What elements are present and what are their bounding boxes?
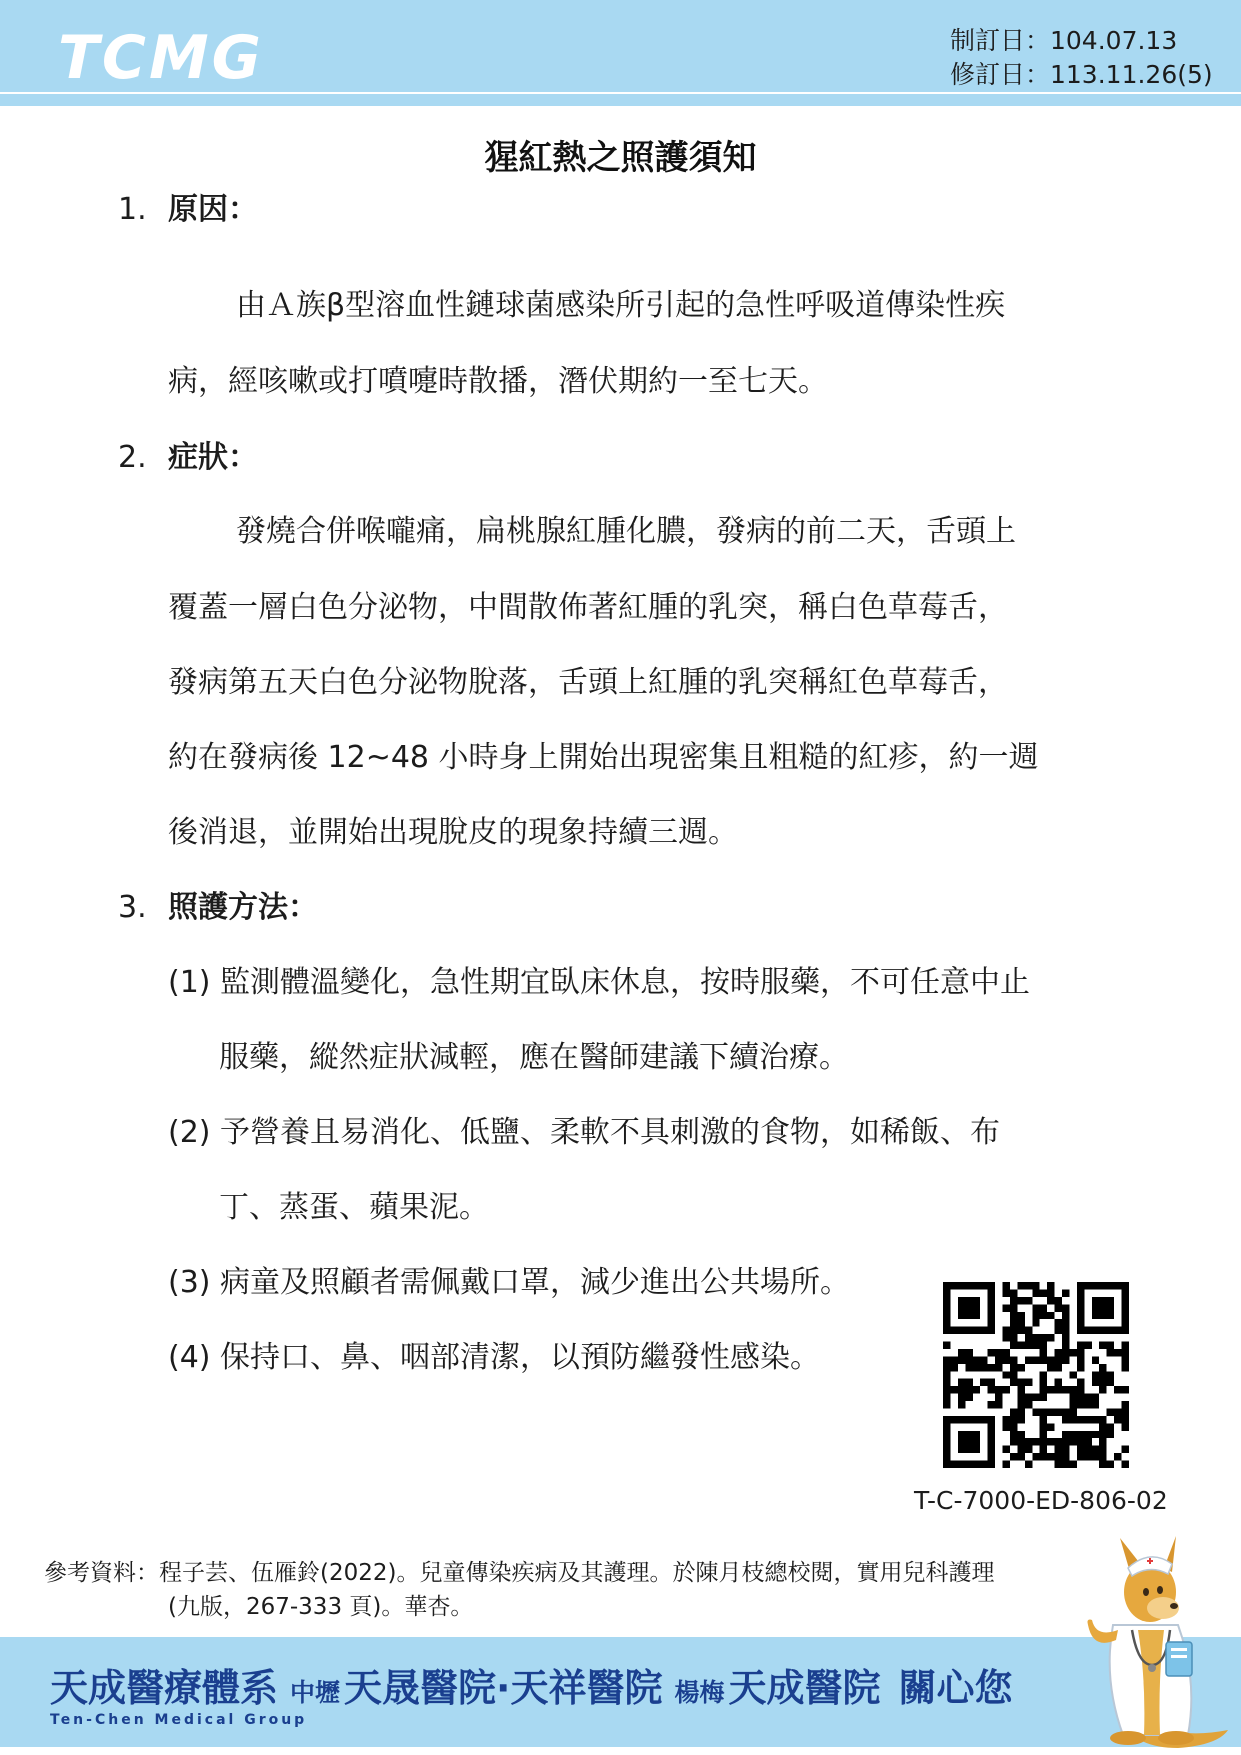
care-item-1-cont: 服藥，縱然症狀減輕，應在醫師建議下續治療。 xyxy=(219,1040,849,1075)
header-divider xyxy=(0,94,1241,106)
location-zhongli: 中壢 xyxy=(290,1678,341,1707)
section-number: 1. xyxy=(118,192,147,227)
section-title: 照護方法： xyxy=(168,890,318,925)
symptoms-line-3: 發病第五天白色分泌物脫落，舌頭上紅腫的乳突稱紅色草莓舌， xyxy=(168,665,1008,700)
reference-line-1: 參考資料：程子芸、伍雁鈴(2022)。兒童傳染疾病及其護理。於陳月枝總校閱，實用兒科護理 xyxy=(44,1560,995,1586)
care-item-text: 保持口、鼻、咽部清潔，以預防繼發性感染。 xyxy=(220,1340,821,1375)
reference-line-2: (九版，267-333 頁)。華杏。 xyxy=(168,1594,474,1620)
section-care-heading xyxy=(118,888,318,928)
care-item-text: 予營養且易消化、低鹽、柔軟不具刺激的食物，如稀飯、布 xyxy=(220,1115,1001,1150)
care-item-3 xyxy=(168,1263,850,1303)
document-dates xyxy=(950,24,1213,92)
footer-hospitals xyxy=(50,1666,1013,1710)
care-item-1 xyxy=(168,963,1030,1003)
revised-date: 修訂日：113.11.26(5) xyxy=(950,60,1213,89)
kangaroo-doctor-mascot-icon xyxy=(1068,1530,1238,1755)
section-symptoms-heading xyxy=(118,438,258,478)
symptoms-line-2: 覆蓋一層白色分泌物，中間散佈著紅腫的乳突，稱白色草莓舌， xyxy=(168,590,1008,625)
care-item-number: (3) xyxy=(168,1265,211,1300)
group-name: 天成醫療體系 xyxy=(50,1666,279,1710)
care-item-text: 病童及照顧者需佩戴口罩，減少進出公共場所。 xyxy=(220,1265,851,1300)
page-title: 猩紅熱之照護須知 xyxy=(484,138,757,178)
care-item-2 xyxy=(168,1113,1000,1153)
qr-code[interactable] xyxy=(943,1280,1129,1470)
section-title: 原因： xyxy=(168,192,258,227)
established-date: 制訂日：104.07.13 xyxy=(950,26,1178,55)
care-item-number: (4) xyxy=(168,1340,211,1375)
care-item-2-cont: 丁、蒸蛋、蘋果泥。 xyxy=(219,1190,489,1225)
section-title: 症狀： xyxy=(168,440,258,475)
cause-line-2: 病，經咳嗽或打噴嚏時散播，潛伏期約一至七天。 xyxy=(168,364,828,399)
slogan: 關心您 xyxy=(898,1666,1013,1710)
care-item-number: (2) xyxy=(168,1115,211,1150)
symptoms-line-5: 後消退，並開始出現脫皮的現象持續三週。 xyxy=(168,815,738,850)
cause-line-1: 由Ａ族β型溶血性鏈球菌感染所引起的急性呼吸道傳染性疾 xyxy=(236,288,1006,323)
section-number: 2. xyxy=(118,440,147,475)
qr-code-id: T-C-7000-ED-806-02 xyxy=(914,1486,1168,1515)
section-number: 3. xyxy=(118,890,147,925)
tcmg-logo: TCMG xyxy=(58,23,264,93)
hospital-yangmei: 天成醫院 xyxy=(728,1666,881,1710)
location-yangmei: 楊梅 xyxy=(674,1678,725,1707)
care-item-text: 監測體溫變化，急性期宜臥床休息，按時服藥，不可任意中止 xyxy=(220,965,1031,1000)
care-item-4 xyxy=(168,1338,820,1378)
hospitals-zhongli: 天晟醫院·天祥醫院 xyxy=(344,1666,663,1710)
symptoms-line-4: 約在發病後 12~48 小時身上開始出現密集且粗糙的紅疹，約一週 xyxy=(168,740,1039,775)
symptoms-line-1: 發燒合併喉嚨痛，扁桃腺紅腫化膿，發病的前二天，舌頭上 xyxy=(236,514,1016,549)
care-item-number: (1) xyxy=(168,965,211,1000)
section-cause-heading xyxy=(118,190,258,230)
group-english-name: Ten-Chen Medical Group xyxy=(50,1712,308,1728)
